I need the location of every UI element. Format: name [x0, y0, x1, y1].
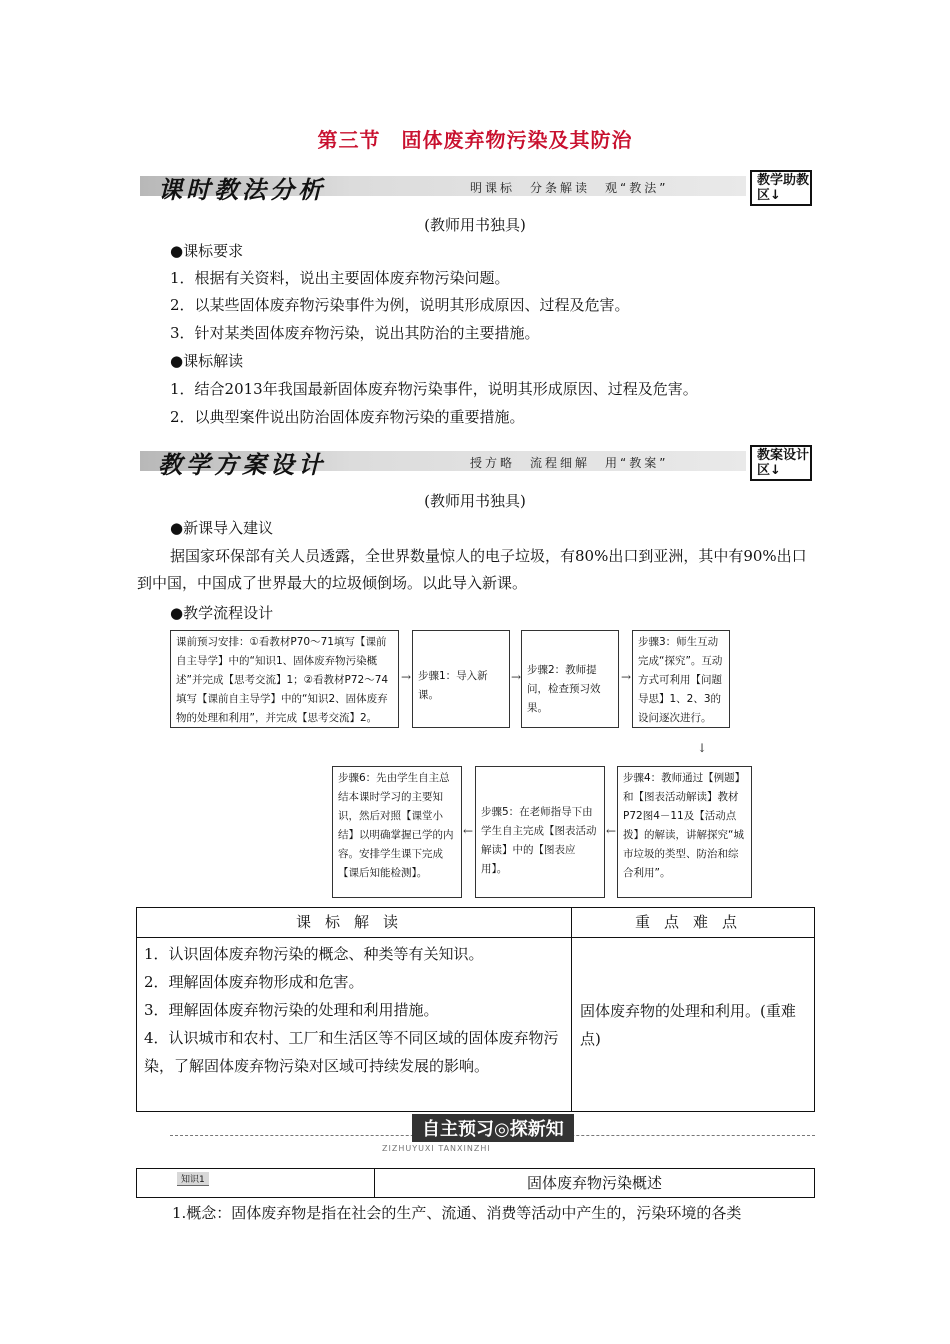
flow-box-step5: 步骤5：在老师指导下由学生自主完成【图表活动解读】中的【图表应用】。: [475, 766, 605, 898]
flow-box-step1: 步骤1：导入新课。: [412, 630, 510, 728]
flow-box-step6: 步骤6：先由学生自主总结本课时学习的主要知识，然后对照【课堂小结】以明确掌握已学的内容。安排学生课下完成【课后知能检测】。: [332, 766, 462, 898]
table-cell-objectives: [137, 938, 572, 1112]
concept-text: 1.概念：固体废弃物是指在社会的生产、流通、消费等活动中产生的，污染环境的各类: [172, 1204, 742, 1222]
flow-box-step4: 步骤4：教师通过【例题】和【图表活动解读】教材P72图4－11及【活动点拨】的解读，讲解探究“城市垃圾的类型、防治和综合利用”。: [617, 766, 752, 898]
knowledge-title: 固体废弃物污染概述: [526, 1174, 662, 1192]
table-header: 课标解读: [137, 908, 572, 938]
flow-box-preview: 课前预习安排：①看教材P70～71填写【课前自主导学】中的“知识1、固体废弃物污染概述”并完成【思考交流】1；②看教材P72～74填写【课前自主导学】中的“知识2、固体废弃物的处理和利用”，并完成【思考交流】2。: [170, 630, 399, 728]
flow-heading: ●教学流程设计: [170, 604, 274, 622]
std-interp-item: 2．以典型案件说出防治固体废弃物污染的重要措施。: [170, 408, 525, 426]
section-preview: [170, 1114, 815, 1153]
banner-box: 教学助教区↓: [750, 170, 812, 206]
flow-box-step2: 步骤2：教师提问，检查预习效果。: [521, 630, 619, 728]
flow-box-step3: 步骤3：师生互动完成“探究”。互动方式可利用【问题导思】1、2、3的设问逐次进行。: [632, 630, 730, 728]
objective-item: 4．认识城市和农村、工厂和生活区等不同区域的固体废弃物污染，了解固体废弃物污染对区域可持续发展的影响。: [144, 1029, 559, 1075]
std-interp-heading: ●课标解读: [170, 352, 244, 370]
flow-arrow: →: [621, 670, 632, 684]
flow-arrow: →: [511, 670, 522, 684]
banner-teaching-plan: [140, 445, 812, 481]
flow-arrow: ←: [463, 824, 474, 838]
intro-text: 据国家环保部有关人员透露，全世界数量惊人的电子垃圾，有80%出口到亚洲，其中有90%出口到中国，中国成了世界最大的垃圾倾倒场。以此导入新课。: [137, 547, 807, 592]
section-label: 自主预习◎探新知: [412, 1114, 574, 1142]
banner-heading: 课时教法分析: [158, 175, 326, 204]
std-req-heading: ●课标要求: [170, 242, 244, 260]
page-title: 第三节 固体废弃物污染及其防治: [317, 128, 633, 152]
section-sub: ZIZHUYUXI TANXINZHI: [382, 1144, 491, 1153]
knowledge-header: [136, 1168, 815, 1198]
std-req-item: 3．针对某类固体废弃物污染，说出其防治的主要措施。: [170, 324, 540, 342]
banner-tagline: 授方略 流程细解 用“教案”: [470, 456, 669, 470]
flow-arrow: →: [401, 670, 412, 684]
objective-item: 1．认识固体废弃物污染的概念、种类等有关知识。: [144, 945, 484, 963]
knowledge-tag-cell: [137, 1169, 375, 1197]
std-req-item: 2．以某些固体废弃物污染事件为例，说明其形成原因、过程及危害。: [170, 296, 630, 314]
teacher-note: (教师用书独具): [424, 216, 526, 234]
objective-item: 2．理解固体废弃物形成和危害。: [144, 973, 364, 991]
intro-heading: ●新课导入建议: [170, 519, 274, 537]
banner-tagline: 明课标 分条解读 观“教法”: [470, 181, 669, 195]
table-cell-key: 固体废弃物的处理和利用。(重难点): [572, 938, 815, 1112]
banner-lesson-analysis: [140, 170, 812, 206]
flow-arrow: ↓: [697, 741, 708, 755]
banner-box: 教案设计区↓: [750, 445, 812, 481]
objectives-table: [136, 907, 815, 1112]
banner-heading: 教学方案设计: [158, 450, 326, 479]
flow-arrow: ←: [606, 824, 617, 838]
std-interp-item: 1．结合2013年我国最新固体废弃物污染事件，说明其形成原因、过程及危害。: [170, 380, 698, 398]
knowledge-tag: 知识1: [177, 1172, 209, 1186]
std-req-item: 1．根据有关资料，说出主要固体废弃物污染问题。: [170, 269, 510, 287]
table-header: 重点难点: [572, 908, 815, 938]
teacher-note: (教师用书独具): [424, 492, 526, 510]
objective-item: 3．理解固体废弃物污染的处理和利用措施。: [144, 1001, 439, 1019]
